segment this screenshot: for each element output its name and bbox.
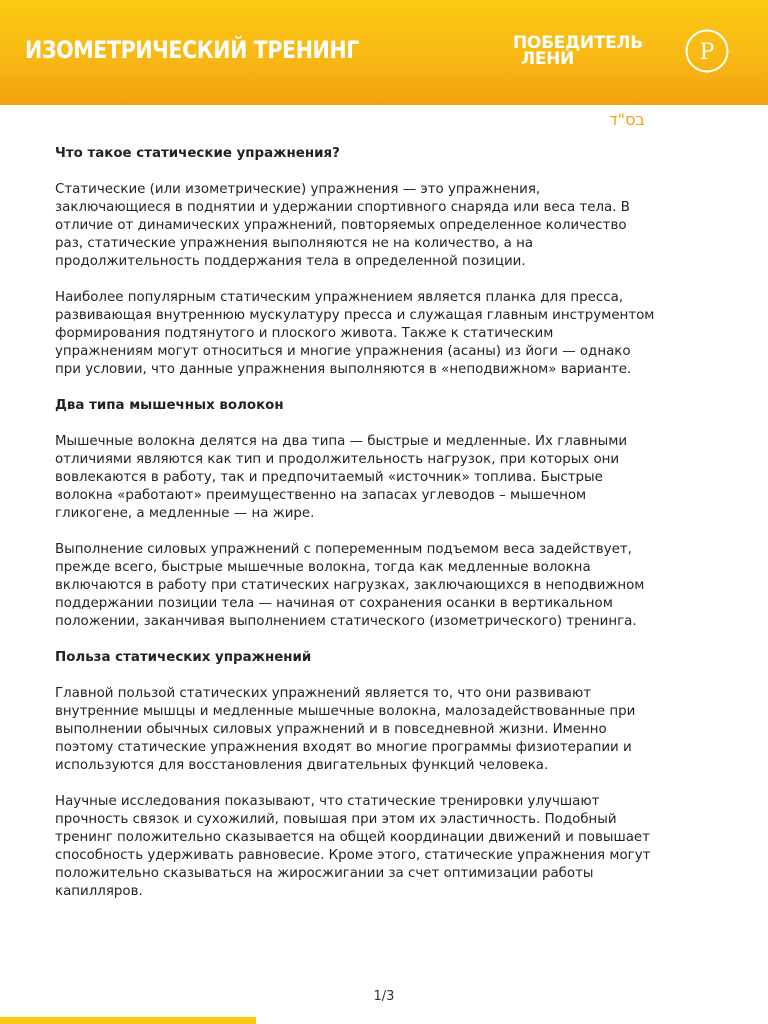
footer-accent-bar (0, 1017, 256, 1024)
document-title: ИЗОМЕТРИЧЕСКИЙ ТРЕНИНГ (25, 36, 359, 64)
circled-p-logo-icon (685, 29, 729, 73)
page-number: 1/3 (373, 989, 395, 1004)
section (55, 145, 655, 379)
section-heading: Польза статических упражнений (55, 650, 312, 665)
paragraph: Научные исследования показывают, что статические тренировки улучшают прочность связок и сухожилий, повышая при этом их эластичность. Подобный тренинг положительно сказывается на общей координации движений и повышает способность удерживать равновесие. Кроме этого, статические упражнения могут положительно сказываться на жиросжигании за счет оптимизации работы капилляров. (55, 794, 651, 899)
brand-line-1: ПОБЕДИТЕЛЬ (513, 33, 643, 53)
header-banner (0, 0, 768, 105)
paragraph: Мышечные волокна делятся на два типа — быстрые и медленные. Их главными отличиями являются как тип и продолжительность нагрузок, при которых они вовлекаются в работу, так и предпочитаемый «источник» топлива. Быстрые волокна «работают» преимущественно на запасах углеводов – мышечном гликогене, а медленные — на жире. (55, 434, 628, 521)
section-heading: Что такое статические упражнения? (55, 146, 340, 161)
section (55, 397, 655, 631)
paragraph: Наиболее популярным статическим упражнением является планка для пресса, развивающая внутреннюю мускулатуру пресса и служащая главным инструментом формирования подтянутого и плоского живота. Также к статическим упражнениям могут относиться и многие упражнения (асаны) из йоги — однако при условии, что данные упражнения выполняются в «неподвижном» варианте. (55, 290, 655, 377)
paragraph: Выполнение силовых упражнений с попеременным подъемом веса задействует, прежде всего, быстрые мышечные волокна, тогда как медленные волокна включаются в работу при статических нагрузках, заключающихся в неподвижном поддержании позиции тела — начиная от сохранения осанки в вертикальном положении, заканчивая выполнением статического (изометрического) тренинга. (55, 542, 645, 629)
paragraph: Статические (или изометрические) упражнения — это упражнения, заключающиеся в поднятии и удержании спортивного снаряда или веса тела. В отличие от динамических упражнений, повторяемых определенное количество раз, статические упражнения выполняются не на количество, а на продолжительность поддержания тела в определенной позиции. (55, 182, 630, 269)
hebrew-mark: בס"ד (609, 110, 645, 129)
brand-wordmark (513, 35, 643, 67)
logo-letter: P (699, 40, 715, 65)
paragraph: Главной пользой статических упражнений является то, что они развивают внутренние мышцы и медленные мышечные волокна, малозадействованные при выполнении обычных силовых упражнений и в повседневной жизни. Именно поэтому статические упражнения входят во многие программы физиотерапии и используются для восстановления двигательных функций человека. (55, 686, 636, 773)
brand-line-2: ЛЕНИ (521, 49, 574, 69)
section (55, 649, 655, 901)
section-heading: Два типа мышечных волокон (55, 398, 284, 413)
article-body (55, 145, 655, 919)
